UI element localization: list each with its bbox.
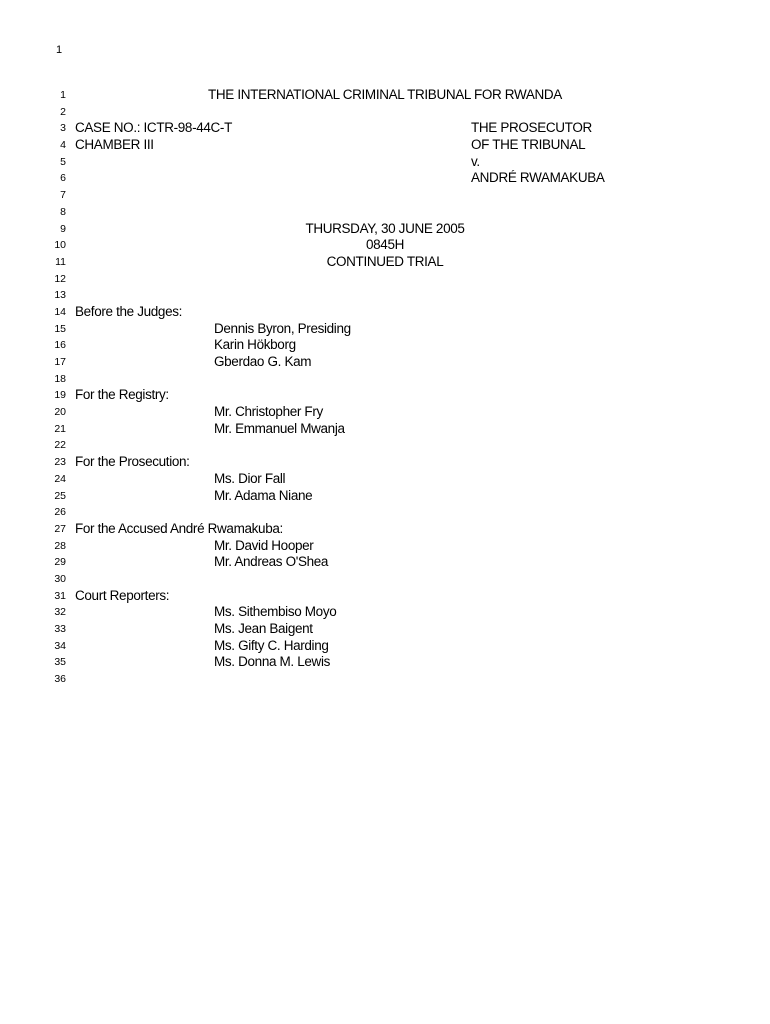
transcript-line [0,638,770,655]
heading-text: THURSDAY, 30 JUNE 2005 [305,220,465,236]
participant-name: Mr. Andreas O'Shea [214,554,329,570]
participant-name: Dennis Byron, Presiding [214,320,351,336]
line-number: 33 [54,623,66,635]
transcript-line [0,304,770,321]
line-number: 31 [54,589,66,602]
line-number: 35 [54,656,66,669]
participant-name: Mr. Emmanuel Mwanja [214,420,345,436]
line-number: 13 [54,289,66,302]
line-number: 14 [54,305,66,318]
transcript-line [0,187,770,204]
section-label: CASE NO.: ICTR-98-44C-T [75,120,232,136]
transcript-line [0,437,770,454]
line-number: 25 [54,489,66,502]
line-number: 7 [60,189,66,202]
line-number: 19 [54,389,66,402]
section-label: CHAMBER III [75,137,154,153]
transcript-line [0,254,770,271]
transcript-line [0,237,770,254]
participant-name: Ms. Sithembiso Moyo [214,604,337,620]
transcript-line [0,488,770,505]
transcript-line [0,154,770,171]
transcript-line [0,471,770,488]
participant-name: Ms. Gifty C. Harding [214,637,329,653]
section-label: For the Accused André Rwamakuba: [75,520,283,536]
transcript-line [0,421,770,438]
transcript-line [0,404,770,421]
section-label: For the Prosecution: [75,454,190,470]
line-number: 16 [54,339,66,352]
transcript-line [0,287,770,304]
transcript-line [0,387,770,404]
transcript-line [0,654,770,671]
transcript-line [0,271,770,288]
heading-text: 0845H [365,237,405,253]
line-number: 32 [54,606,66,619]
transcript-line [0,571,770,588]
transcript-line [0,671,770,688]
transcript-line [0,588,770,605]
section-label: Court Reporters: [75,587,170,603]
line-number: 2 [60,105,66,118]
line-number: 11 [55,255,66,268]
transcript-line [0,554,770,571]
section-label: For the Registry: [75,387,169,403]
page-number: 1 [56,44,63,56]
line-number: 29 [54,556,66,569]
transcript-line [0,604,770,621]
line-number: 36 [54,673,66,686]
line-number: 9 [60,222,66,235]
transcript-line [0,337,770,354]
transcript-line [0,321,770,338]
transcript-line [0,521,770,538]
transcript-line [0,538,770,555]
line-number: 15 [54,322,66,335]
line-number: 12 [54,272,66,285]
line-number: 28 [54,539,66,552]
line-number: 6 [60,172,66,185]
line-number: 34 [54,639,66,652]
line-number: 30 [54,572,66,585]
line-number: 20 [54,406,66,419]
transcript-line [0,454,770,471]
participant-name: Mr. Adama Niane [214,487,313,503]
section-label: Before the Judges: [75,303,183,319]
heading-text: THE INTERNATIONAL CRIMINAL TRIBUNAL FOR RWANDA [208,87,562,102]
participant-name: Ms. Donna M. Lewis [214,654,330,670]
transcript-line [0,170,770,187]
case-title-text: OF THE TRIBUNAL [471,137,586,153]
line-number: 1 [60,89,66,101]
participant-name: Mr. Christopher Fry [214,404,323,420]
case-title-text: v. [471,153,480,169]
line-number: 5 [60,155,66,168]
line-number: 18 [54,372,66,385]
transcript-line [0,371,770,388]
case-title-text: THE PROSECUTOR [471,120,592,136]
line-number: 26 [54,506,66,519]
line-number: 8 [60,205,66,218]
case-title-text: ANDRÉ RWAMAKUBA [471,170,605,186]
transcript-line [0,221,770,238]
transcript-line [0,621,770,638]
transcript-line [0,104,770,121]
transcript-line [0,120,770,137]
transcript-line [0,87,770,104]
line-number: 17 [54,356,66,368]
participant-name: Mr. David Hooper [214,537,314,553]
participant-name: Ms. Jean Baigent [214,621,313,636]
participant-name: Karin Hökborg [214,337,296,353]
transcript-body [0,87,770,688]
line-number: 22 [54,439,66,452]
transcript-line [0,354,770,371]
participant-name: Gberdao G. Kam [214,354,312,369]
transcript-line [0,137,770,154]
line-number: 24 [54,472,66,485]
line-number: 10 [54,239,66,252]
transcript-line [0,204,770,221]
line-number: 4 [60,139,66,152]
line-number: 23 [54,456,66,469]
heading-text: CONTINUED TRIAL [326,253,444,269]
line-number: 3 [60,122,66,135]
transcript-line [0,504,770,521]
line-number: 27 [54,522,66,535]
participant-name: Ms. Dior Fall [214,470,286,486]
line-number: 21 [54,422,66,435]
